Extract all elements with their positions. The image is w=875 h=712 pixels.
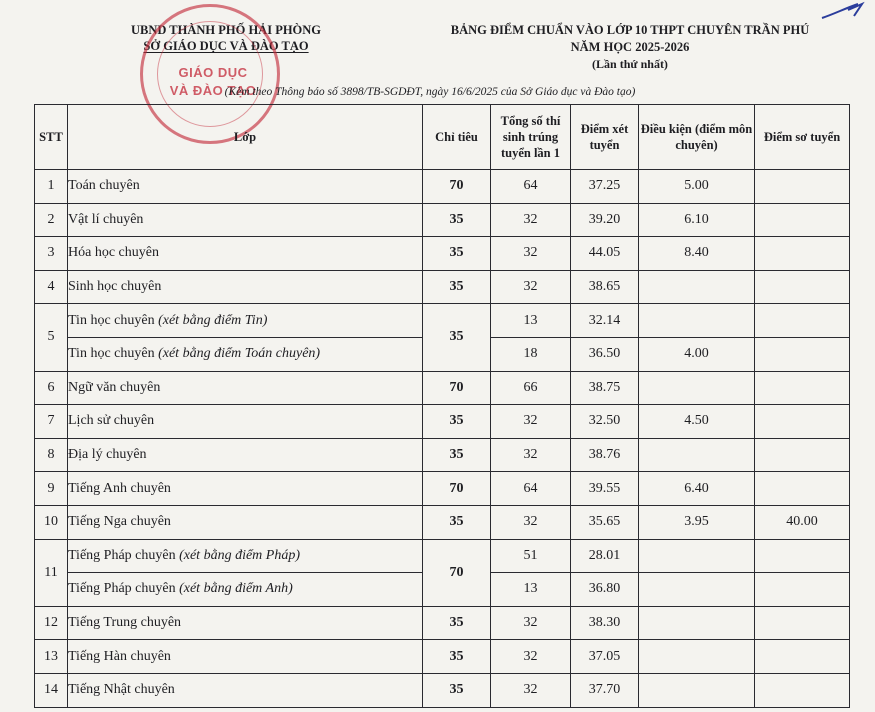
cell-condition: 8.40 (639, 237, 755, 271)
cell-stt: 14 (35, 673, 68, 707)
col-header-admitted: Tổng số thí sinh trúng tuyển lần 1 (491, 105, 571, 170)
cell-admitted: 32 (491, 606, 571, 640)
cell-admitted: 32 (491, 505, 571, 539)
cell-prelim (755, 472, 850, 506)
seal-text-2: VÀ ĐÀO TẠO (169, 83, 257, 98)
cell-condition: 5.00 (639, 170, 755, 204)
cell-score: 44.05 (571, 237, 639, 271)
col-header-condition: Điều kiện (điểm môn chuyên) (639, 105, 755, 170)
cell-prelim (755, 673, 850, 707)
cell-condition: 3.95 (639, 505, 755, 539)
cell-class (68, 304, 423, 338)
cell-class (68, 573, 423, 607)
cell-quota: 70 (423, 472, 491, 506)
table-row (35, 438, 850, 472)
cell-admitted: 32 (491, 270, 571, 304)
cell-quota: 35 (423, 606, 491, 640)
admission-score-table (34, 104, 850, 708)
cell-score: 38.30 (571, 606, 639, 640)
cell-class: Sinh học chuyên (68, 270, 423, 304)
cell-class: Toán chuyên (68, 170, 423, 204)
cell-score: 38.75 (571, 371, 639, 405)
cell-stt: 5 (35, 304, 68, 371)
cell-score: 32.14 (571, 304, 639, 338)
cell-admitted: 13 (491, 573, 571, 607)
cell-prelim: 40.00 (755, 505, 850, 539)
agency-line-2: SỞ GIÁO DỤC VÀ ĐÀO TẠO (143, 39, 309, 53)
cell-class: Tiếng Nhật chuyên (68, 673, 423, 707)
cell-admitted: 32 (491, 237, 571, 271)
cell-quota: 35 (423, 673, 491, 707)
table-row (35, 640, 850, 674)
cell-condition (639, 270, 755, 304)
cell-score: 35.65 (571, 505, 639, 539)
cell-condition: 4.00 (639, 337, 755, 371)
class-note: (xét bằng điểm Toán chuyên) (158, 346, 321, 362)
cell-prelim (755, 170, 850, 204)
cell-condition (639, 304, 755, 338)
cell-stt: 4 (35, 270, 68, 304)
cell-prelim (755, 270, 850, 304)
cell-stt: 3 (35, 237, 68, 271)
cell-score: 36.50 (571, 337, 639, 371)
title-line-2: NĂM HỌC 2025-2026 (570, 40, 690, 54)
cell-score: 37.05 (571, 640, 639, 674)
cell-score: 39.20 (571, 203, 639, 237)
cell-class: Ngữ văn chuyên (68, 371, 423, 405)
cell-class: Vật lí chuyên (68, 203, 423, 237)
cell-class: Tiếng Anh chuyên (68, 472, 423, 506)
class-name: Tin học chuyên (68, 312, 155, 328)
cell-stt: 10 (35, 505, 68, 539)
cell-score: 37.70 (571, 673, 639, 707)
col-header-class: Lớp (68, 105, 423, 170)
cell-condition: 6.10 (639, 203, 755, 237)
cell-quota: 35 (423, 405, 491, 439)
cell-quota: 35 (423, 270, 491, 304)
table-row (35, 304, 850, 338)
cell-admitted: 32 (491, 203, 571, 237)
cell-class: Hóa học chuyên (68, 237, 423, 271)
cell-class: Tiếng Hàn chuyên (68, 640, 423, 674)
cell-quota: 35 (423, 640, 491, 674)
cell-class: Lịch sử chuyên (68, 405, 423, 439)
cell-condition: 4.50 (639, 405, 755, 439)
table-row (35, 237, 850, 271)
cell-prelim (755, 337, 850, 371)
cell-score: 28.01 (571, 539, 639, 573)
cell-prelim (755, 573, 850, 607)
cell-admitted: 18 (491, 337, 571, 371)
cell-stt: 7 (35, 405, 68, 439)
table-row (35, 472, 850, 506)
cell-score: 38.65 (571, 270, 639, 304)
table-header-row (35, 105, 850, 170)
document-title (390, 22, 870, 73)
table-row (35, 270, 850, 304)
cell-score: 38.76 (571, 438, 639, 472)
cell-class: Địa lý chuyên (68, 438, 423, 472)
col-header-prelim: Điểm sơ tuyển (755, 105, 850, 170)
col-header-stt: STT (35, 105, 68, 170)
cell-admitted: 32 (491, 640, 571, 674)
cell-quota: 35 (423, 203, 491, 237)
cell-condition (639, 640, 755, 674)
class-note: (xét bằng điểm Tin) (158, 312, 268, 328)
col-header-score: Điểm xét tuyển (571, 105, 639, 170)
table-row (35, 371, 850, 405)
agency-line-1: UBND THÀNH PHỐ HẢI PHÒNG (130, 23, 322, 37)
cell-prelim (755, 405, 850, 439)
title-line-1: BẢNG ĐIỂM CHUẨN VÀO LỚP 10 THPT CHUYÊN TRẦN PHÚ (450, 23, 810, 37)
cell-admitted: 32 (491, 438, 571, 472)
cell-condition (639, 539, 755, 573)
cell-prelim (755, 438, 850, 472)
cell-condition (639, 573, 755, 607)
cell-score: 36.80 (571, 573, 639, 607)
cell-admitted: 51 (491, 539, 571, 573)
class-note: (xét bằng điểm Pháp) (179, 547, 301, 563)
cell-score: 37.25 (571, 170, 639, 204)
cell-quota: 70 (423, 539, 491, 606)
table-row (35, 673, 850, 707)
table-row (35, 170, 850, 204)
class-note: (xét bằng điểm Anh) (179, 581, 293, 597)
cell-quota: 35 (423, 304, 491, 371)
cell-condition (639, 438, 755, 472)
cell-prelim (755, 371, 850, 405)
class-name: Tiếng Pháp chuyên (68, 547, 176, 563)
title-line-3: (Lần thứ nhất) (592, 57, 668, 71)
table-row (35, 606, 850, 640)
cell-score: 39.55 (571, 472, 639, 506)
cell-prelim (755, 304, 850, 338)
cell-prelim (755, 539, 850, 573)
cell-score: 32.50 (571, 405, 639, 439)
cell-class: Tiếng Nga chuyên (68, 505, 423, 539)
cell-admitted: 64 (491, 170, 571, 204)
cell-stt: 8 (35, 438, 68, 472)
cell-stt: 2 (35, 203, 68, 237)
col-header-quota: Chỉ tiêu (423, 105, 491, 170)
cell-quota: 35 (423, 237, 491, 271)
cell-prelim (755, 237, 850, 271)
cell-admitted: 13 (491, 304, 571, 338)
cell-prelim (755, 640, 850, 674)
cell-quota: 70 (423, 170, 491, 204)
cell-condition: 6.40 (639, 472, 755, 506)
cell-prelim (755, 203, 850, 237)
table-row (35, 505, 850, 539)
pen-stroke-mark (818, 0, 868, 24)
cell-stt: 9 (35, 472, 68, 506)
cell-admitted: 66 (491, 371, 571, 405)
cell-admitted: 32 (491, 405, 571, 439)
cell-class (68, 337, 423, 371)
cell-condition (639, 606, 755, 640)
cell-stt: 11 (35, 539, 68, 606)
cell-prelim (755, 606, 850, 640)
cell-stt: 13 (35, 640, 68, 674)
cell-class: Tiếng Trung chuyên (68, 606, 423, 640)
cell-quota: 35 (423, 438, 491, 472)
basis-note: (Kèm theo Thông báo số 3898/TB-SGDĐT, ngày 16/6/2025 của Sở Giáo dục và Đào tạo) (224, 86, 636, 98)
class-name: Tin học chuyên (68, 346, 155, 362)
class-name: Tiếng Pháp chuyên (68, 581, 176, 597)
cell-condition (639, 371, 755, 405)
cell-class (68, 539, 423, 573)
cell-stt: 12 (35, 606, 68, 640)
cell-admitted: 32 (491, 673, 571, 707)
table-row (35, 539, 850, 573)
table-row (35, 405, 850, 439)
cell-condition (639, 673, 755, 707)
cell-stt: 6 (35, 371, 68, 405)
cell-quota: 35 (423, 505, 491, 539)
seal-text-1: GIÁO DỤC (178, 65, 248, 80)
cell-admitted: 64 (491, 472, 571, 506)
table-row (35, 203, 850, 237)
cell-quota: 70 (423, 371, 491, 405)
cell-stt: 1 (35, 170, 68, 204)
